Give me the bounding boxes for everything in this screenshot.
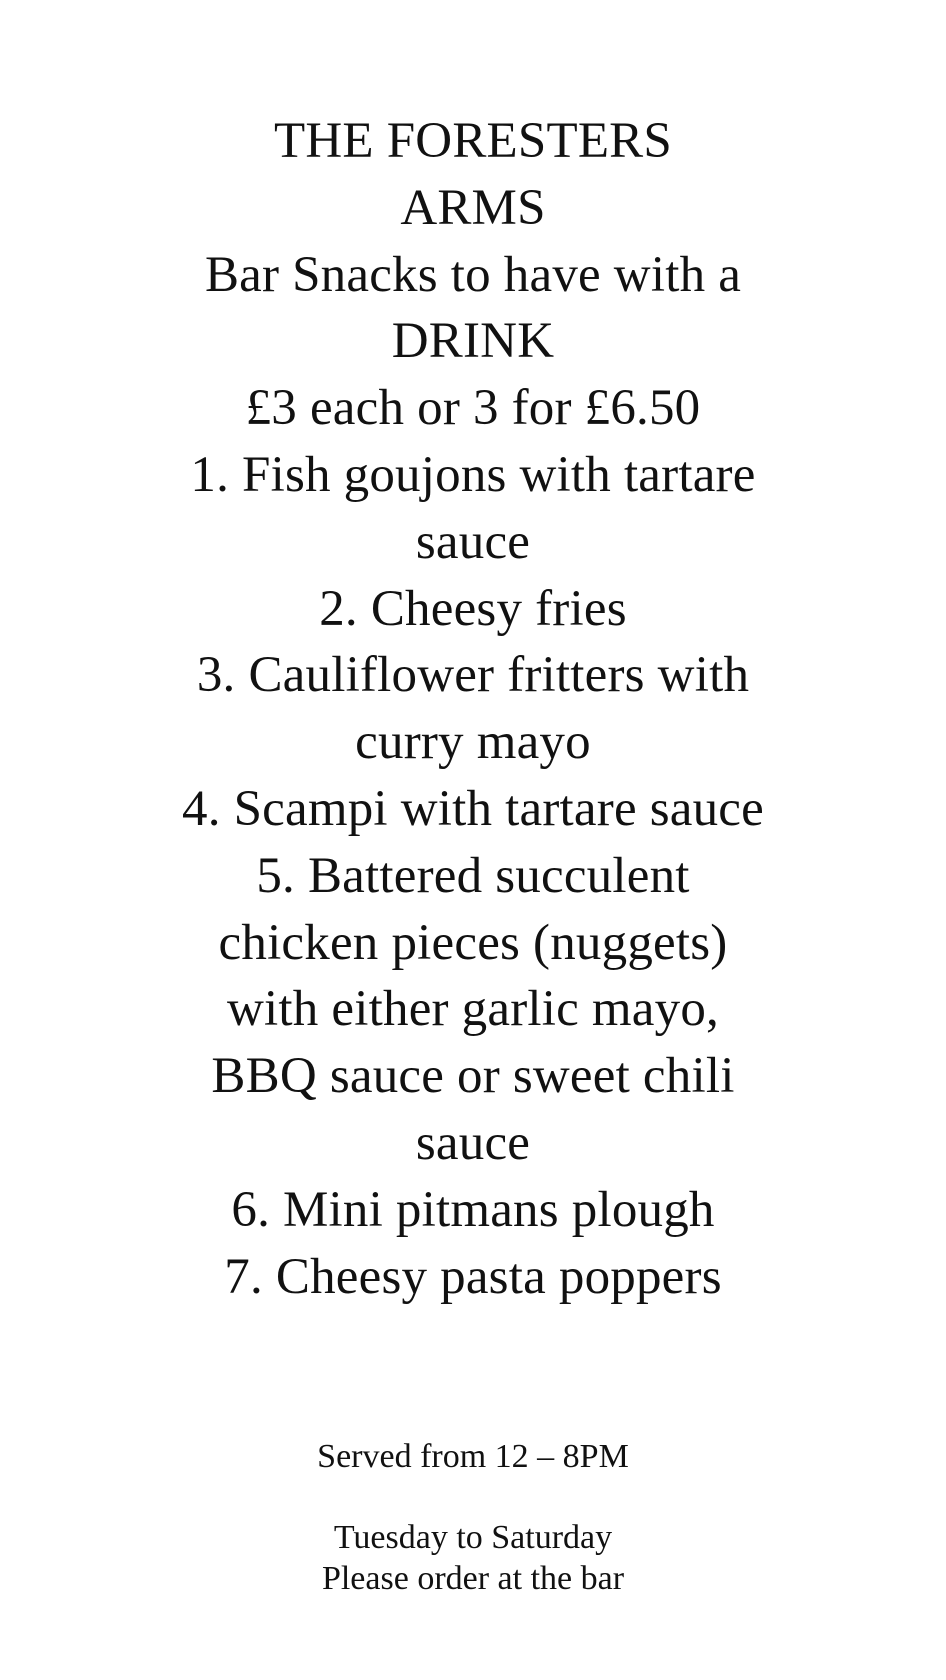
served-hours: Served from 12 – 8PM xyxy=(317,1438,629,1475)
menu-title-line-1: THE FORESTERS xyxy=(274,113,672,169)
menu-item-7-line-1: 7. Cheesy pasta poppers xyxy=(224,1248,722,1305)
price-line: £3 each or 3 for £6.50 xyxy=(245,380,701,437)
menu-item-3-line-2: curry mayo xyxy=(355,714,591,771)
menu-item-3-line-1: 3. Cauliflower fritters with xyxy=(196,647,750,704)
menu-item-5-line-3: with either garlic mayo, xyxy=(227,981,719,1038)
menu-item-2-line-1: 2. Cheesy fries xyxy=(319,580,627,637)
menu-item-6-line-1: 6. Mini pitmans plough xyxy=(231,1181,715,1238)
menu-item-5-line-1: 5. Battered succulent xyxy=(256,847,690,904)
menu-subtitle-line-1: Bar Snacks to have with a xyxy=(204,246,742,303)
menu-item-1-line-1: 1. Fish goujons with tartare xyxy=(190,446,756,503)
served-hours-block xyxy=(40,1436,906,1477)
service-info-block xyxy=(40,1517,906,1599)
menu-main-text xyxy=(40,108,906,1310)
menu-title-line-2: ARMS xyxy=(400,179,546,236)
menu-subtitle-line-2: DRINK xyxy=(391,313,555,370)
served-days: Tuesday to Saturday xyxy=(333,1519,613,1556)
menu-item-4-line-1: 4. Scampi with tartare sauce xyxy=(182,780,764,837)
menu-item-5-line-2: chicken pieces (nuggets) xyxy=(218,914,728,971)
menu-item-5-line-5: sauce xyxy=(415,1114,531,1171)
menu-item-5-line-4: BBQ sauce or sweet chili xyxy=(211,1048,735,1105)
order-note: Please order at the bar xyxy=(321,1560,625,1597)
menu-item-1-line-2: sauce xyxy=(415,513,531,570)
